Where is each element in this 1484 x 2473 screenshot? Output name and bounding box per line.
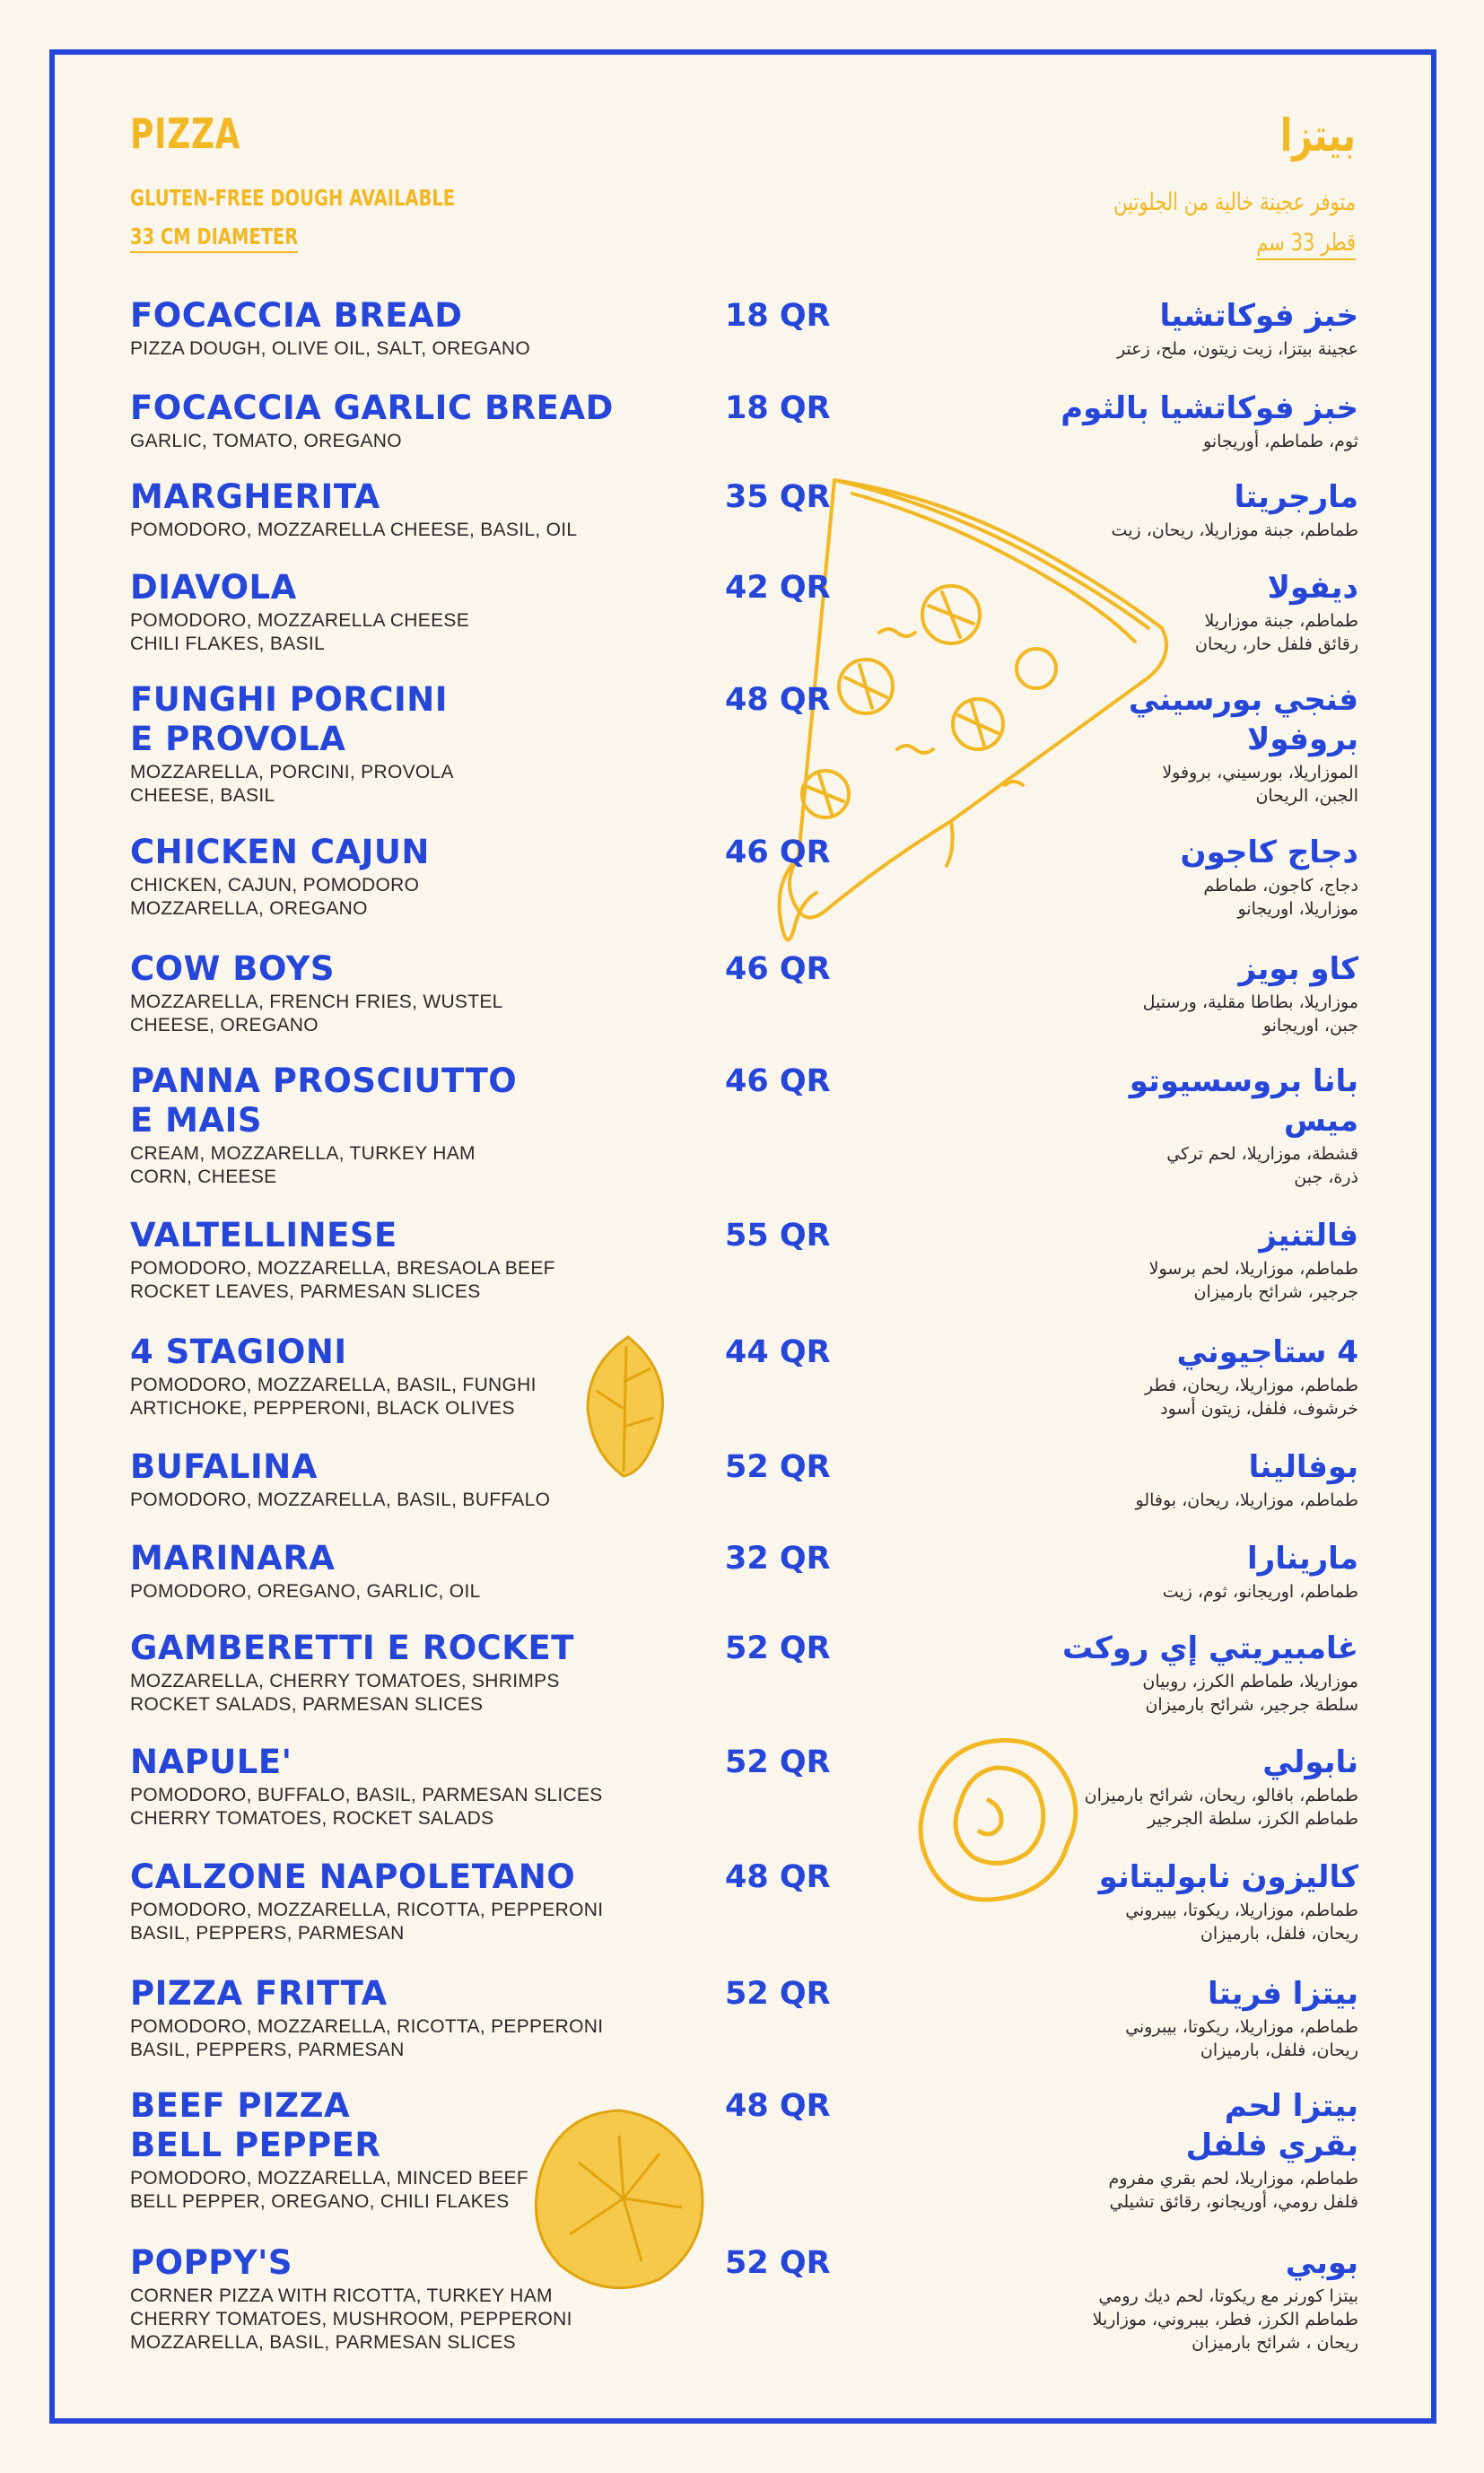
item-description-line: BELL PEPPER, OREGANO, CHILI FLAKES bbox=[130, 2191, 510, 2212]
item-name bbox=[130, 1216, 397, 1255]
item-description-ar bbox=[1125, 2015, 1358, 2062]
item-description-line: MOZZARELLA, PORCINI, PROVOLA bbox=[130, 762, 454, 782]
item-description-ar bbox=[1117, 337, 1358, 361]
item-description-line: POMODORO, MOZZARELLA, BRESAOLA BEEF bbox=[130, 1258, 555, 1279]
item-description-ar bbox=[1136, 1489, 1358, 1512]
item-description-ar-line: طماطم، موزاريلا، ريكوتا، بيبروني bbox=[1125, 2017, 1358, 2037]
item-description-ar-line: ريحان ، شرائح بارميزان bbox=[1192, 2333, 1358, 2353]
diameter-note-en: 33 CM DIAMETER bbox=[130, 223, 298, 253]
item-name bbox=[130, 1857, 575, 1897]
item-name-ar bbox=[1208, 1974, 1358, 2014]
item-name-line: FOCACCIA BREAD bbox=[130, 296, 463, 335]
item-description-ar-line: ذرة، جبن bbox=[1294, 1167, 1358, 1187]
item-description-ar bbox=[1125, 1899, 1358, 1945]
basil-leaf-illustration bbox=[574, 1328, 682, 1481]
item-name bbox=[130, 1743, 292, 1782]
item-name-line: CALZONE NAPOLETANO bbox=[130, 1857, 576, 1896]
item-description-ar bbox=[1143, 991, 1358, 1037]
item-name bbox=[130, 1974, 388, 2014]
item-description bbox=[130, 761, 454, 808]
item-price: 52 QR bbox=[725, 1744, 831, 1780]
item-description-line: CHICKEN, CAJUN, POMODORO bbox=[130, 875, 420, 896]
item-description-line: MOZZARELLA, FRENCH FRIES, WUSTEL bbox=[130, 992, 503, 1012]
item-name bbox=[130, 2243, 292, 2283]
item-description-ar bbox=[1203, 874, 1358, 921]
item-price: 35 QR bbox=[725, 479, 831, 515]
item-description bbox=[130, 874, 419, 921]
item-name bbox=[130, 1447, 318, 1487]
item-name-line: MARGHERITA bbox=[130, 477, 380, 516]
item-description-ar-line: طماطم الكرز، سلطة الجرجير bbox=[1148, 1809, 1358, 1829]
item-description-ar-line: بيتزا كورنر مع ريكوتا، لحم ديك رومي bbox=[1098, 2286, 1358, 2306]
item-name-ar bbox=[1249, 1447, 1358, 1487]
item-name-ar-line: 4 ستاجيوني bbox=[1176, 1334, 1358, 1370]
item-name-line: GAMBERETTI E ROCKET bbox=[130, 1629, 574, 1667]
item-description-ar-line: جرجير، شرائح بارميزان bbox=[1193, 1282, 1358, 1302]
item-name-ar-line: مارينارا bbox=[1246, 1541, 1358, 1577]
item-name bbox=[130, 949, 335, 989]
diameter-note-ar: قطر 33 سم bbox=[1256, 229, 1356, 260]
item-description-line: BASIL, PEPPERS, PARMESAN bbox=[130, 1923, 405, 1944]
section-title-en: PIZZA bbox=[130, 109, 241, 158]
item-description-line: CHERRY TOMATOES, ROCKET SALADS bbox=[130, 1808, 494, 1829]
item-description bbox=[130, 337, 530, 361]
item-name-ar bbox=[1160, 296, 1359, 336]
item-name bbox=[130, 680, 448, 759]
item-description-ar bbox=[1085, 1784, 1358, 1831]
gluten-free-note-ar: متوفر عجينة خالية من الجلوتين bbox=[1113, 188, 1356, 216]
item-name-ar bbox=[1061, 389, 1358, 428]
item-name-ar bbox=[1235, 477, 1358, 517]
item-price: 18 QR bbox=[725, 298, 831, 334]
item-description-ar-line: ريحان، فلفل، بارميزان bbox=[1200, 2040, 1358, 2060]
item-description-ar-line: ريحان، فلفل، بارميزان bbox=[1200, 1924, 1358, 1944]
item-name-line: CHICKEN CAJUN bbox=[130, 833, 430, 871]
item-description-line: CHERRY TOMATOES, MUSHROOM, PEPPERONI bbox=[130, 2309, 572, 2329]
item-name bbox=[130, 833, 430, 872]
item-name-line: COW BOYS bbox=[130, 949, 336, 988]
item-name-ar bbox=[1186, 2086, 1358, 2165]
item-name-ar bbox=[1099, 1857, 1358, 1897]
item-description-line: POMODORO, OREGANO, GARLIC, OIL bbox=[130, 1581, 481, 1602]
item-price: 48 QR bbox=[725, 2088, 831, 2124]
item-description-ar bbox=[1149, 1257, 1358, 1304]
section-title-ar: بيتزا bbox=[1279, 109, 1356, 162]
item-price: 48 QR bbox=[725, 682, 831, 718]
item-description-ar bbox=[1203, 430, 1358, 453]
item-name-ar-line: بيتزا لحم bbox=[1224, 2088, 1358, 2124]
item-name-line: DIAVOLA bbox=[130, 568, 297, 607]
item-description-ar-line: طماطم الكرز، فطر، بيبروني، موزاريلا bbox=[1092, 2310, 1358, 2329]
item-description-ar-line: قشطة، موزاريلا، لحم تركي bbox=[1166, 1144, 1358, 1164]
header-en bbox=[130, 109, 546, 249]
item-description-ar-line: طماطم، جبنة موزاريلا، ريحان، زيت bbox=[1111, 520, 1358, 540]
item-description-ar-line: موزاريلا، اوريجانو bbox=[1237, 899, 1358, 919]
item-description-ar bbox=[1166, 1142, 1358, 1189]
item-description-line: ROCKET SALADS, PARMESAN SLICES bbox=[130, 1694, 484, 1715]
item-description-ar-line: طماطم، جبنة موزاريلا bbox=[1204, 611, 1358, 631]
item-description-ar-line: دجاج، كاجون، طماطم bbox=[1203, 876, 1358, 896]
item-description bbox=[130, 1899, 603, 1945]
item-description-line: CHEESE, BASIL bbox=[130, 785, 275, 806]
item-name-ar-line: بروفولا bbox=[1247, 721, 1358, 757]
item-description bbox=[130, 2015, 603, 2062]
item-description-ar-line: موزاريلا، بطاطا مقلية، ورستيل bbox=[1142, 992, 1358, 1012]
item-name-ar-line: دجاج كاجون bbox=[1180, 835, 1358, 870]
item-description-ar-line: جبن، اوريجانو bbox=[1262, 1016, 1358, 1036]
item-name-line: VALTELLINESE bbox=[130, 1216, 397, 1254]
item-description-ar-line: الجبن، الريحان bbox=[1255, 786, 1358, 806]
item-description-ar bbox=[1163, 1580, 1358, 1604]
item-name-ar-line: فالتنيز bbox=[1259, 1218, 1358, 1254]
item-price: 46 QR bbox=[725, 1063, 831, 1099]
item-name-line: PIZZA FRITTA bbox=[130, 1974, 388, 2013]
item-description-line: POMODORO, MOZZARELLA, BASIL, FUNGHI bbox=[130, 1375, 537, 1395]
item-name-ar-line: ميس bbox=[1284, 1103, 1358, 1139]
item-name-ar bbox=[1177, 1333, 1358, 1372]
item-description bbox=[130, 1784, 603, 1831]
item-description-line: ROCKET LEAVES, PARMESAN SLICES bbox=[130, 1281, 481, 1302]
item-description-line: POMODORO, MOZZARELLA, BASIL, BUFFALO bbox=[130, 1490, 551, 1510]
item-price: 55 QR bbox=[725, 1218, 831, 1254]
item-description-ar-line: طماطم، موزاريلا، لحم برسولا bbox=[1148, 1259, 1358, 1279]
item-name-line: POPPY'S bbox=[130, 2243, 293, 2282]
item-description-ar bbox=[1112, 519, 1358, 542]
item-name-ar bbox=[1268, 568, 1358, 607]
item-name-line: FUNGHI PORCINI bbox=[130, 680, 448, 719]
item-name-line: BELL PEPPER bbox=[130, 2126, 381, 2164]
gluten-free-note-en: GLUTEN-FREE DOUGH AVAILABLE bbox=[130, 185, 456, 211]
item-description-ar-line: ثوم، طماطم، أوريجانو bbox=[1203, 432, 1358, 451]
item-description-line: CHILI FLAKES, BASIL bbox=[130, 634, 325, 654]
item-name-ar bbox=[1247, 1539, 1358, 1578]
item-price: 42 QR bbox=[725, 570, 831, 606]
item-name-ar-line: مارجريتا bbox=[1234, 479, 1358, 515]
item-description bbox=[130, 519, 577, 542]
item-description-ar-line: سلطة جرجير، شرائح بارميزان bbox=[1145, 1695, 1358, 1715]
item-description bbox=[130, 1142, 476, 1189]
item-name-line: BUFALINA bbox=[130, 1447, 318, 1486]
item-name bbox=[130, 1539, 335, 1578]
item-name-line: BEEF PIZZA bbox=[130, 2086, 351, 2125]
item-price: 46 QR bbox=[725, 835, 831, 870]
item-name-ar bbox=[1062, 1629, 1358, 1668]
item-name-line: FOCACCIA GARLIC BREAD bbox=[130, 389, 614, 427]
item-name-ar-line: بوفالينا bbox=[1248, 1449, 1358, 1485]
item-name bbox=[130, 477, 380, 517]
item-description-line: PIZZA DOUGH, OLIVE OIL, SALT, OREGANO bbox=[130, 338, 530, 359]
item-name-line: PANNA PROSCIUTTO bbox=[130, 1062, 518, 1100]
item-price: 52 QR bbox=[725, 1976, 831, 2012]
item-name-ar-line: غامبيريتي إي روكت bbox=[1062, 1630, 1358, 1666]
item-description-ar bbox=[1162, 761, 1358, 808]
item-name-ar-line: خبز فوكاتشيا bbox=[1159, 298, 1358, 334]
item-description-ar-line: طماطم، بافالو، ريحان، شرائح بارميزان bbox=[1084, 1786, 1358, 1805]
item-name-ar-line: بيتزا فريتا bbox=[1208, 1976, 1358, 2012]
item-name-ar-line: خبز فوكاتشيا بالثوم bbox=[1061, 390, 1358, 426]
item-price: 52 QR bbox=[725, 1449, 831, 1485]
tomato-slice-illustration bbox=[525, 2100, 713, 2297]
item-description-line: CORN, CHEESE bbox=[130, 1167, 277, 1187]
item-description-line: POMODORO, MOZZARELLA CHEESE, BASIL, OIL bbox=[130, 520, 578, 540]
item-description-ar-line: الموزاريلا، بورسيني، بروفولا bbox=[1162, 763, 1358, 782]
item-name-ar bbox=[1262, 1743, 1358, 1782]
item-description-line: POMODORO, MOZZARELLA, RICOTTA, PEPPERONI bbox=[130, 1900, 604, 1920]
item-price: 44 QR bbox=[725, 1334, 831, 1370]
item-name-ar-line: كاليزون نابوليتانو bbox=[1098, 1859, 1358, 1895]
item-name bbox=[130, 1629, 574, 1668]
item-description-ar bbox=[1109, 2167, 1359, 2214]
item-name-ar-line: ديفولا bbox=[1267, 570, 1358, 606]
item-name-ar-line: نابولي bbox=[1262, 1744, 1358, 1780]
item-description bbox=[130, 1257, 555, 1304]
item-description-ar bbox=[1195, 609, 1358, 656]
item-name bbox=[130, 1333, 347, 1372]
item-description-ar-line: خرشوف، فلفل، زيتون أسود bbox=[1160, 1399, 1358, 1419]
item-name-line: MARINARA bbox=[130, 1539, 336, 1577]
item-description-ar bbox=[1142, 1670, 1358, 1717]
item-description-line: CREAM, MOZZARELLA, TURKEY HAM bbox=[130, 1143, 476, 1164]
item-description bbox=[130, 1670, 560, 1717]
item-name-ar-line: بقري فلفل bbox=[1185, 2128, 1358, 2163]
item-price: 32 QR bbox=[725, 1541, 831, 1577]
item-name-ar-line: بوبي bbox=[1285, 2245, 1358, 2281]
item-description bbox=[130, 1580, 481, 1604]
item-description-line: MOZZARELLA, CHERRY TOMATOES, SHRIMPS bbox=[130, 1671, 560, 1691]
item-name-ar-line: بانا بروسسيوتو bbox=[1129, 1063, 1358, 1099]
header-ar bbox=[1045, 109, 1356, 257]
item-name bbox=[130, 2086, 380, 2165]
item-price: 52 QR bbox=[725, 2245, 831, 2281]
item-description-ar-line: طماطم، موزاريلا، لحم بقري مفروم bbox=[1108, 2169, 1358, 2189]
item-description bbox=[130, 1489, 550, 1512]
item-description-ar-line: عجينة بيتزا، زيت زيتون، ملح، زعتر bbox=[1117, 339, 1358, 359]
item-name-ar bbox=[1238, 949, 1358, 989]
item-description-line: POMODORO, MOZZARELLA, MINCED BEEF bbox=[130, 2168, 528, 2189]
item-name-line: NAPULE' bbox=[130, 1743, 292, 1781]
item-name-line: E MAIS bbox=[130, 1101, 263, 1140]
item-description-line: ARTICHOKE, PEPPERONI, BLACK OLIVES bbox=[130, 1398, 515, 1419]
item-description bbox=[130, 991, 503, 1037]
item-price: 18 QR bbox=[725, 390, 831, 426]
item-description-ar-line: رقائق فلفل حار، ريحان bbox=[1195, 634, 1358, 654]
item-name-ar bbox=[1130, 1062, 1358, 1140]
item-description-ar-line: طماطم، موزاريلا، ريكوتا، بيبروني bbox=[1125, 1901, 1358, 1920]
item-description-line: GARLIC, TOMATO, OREGANO bbox=[130, 431, 402, 451]
item-price: 52 QR bbox=[725, 1630, 831, 1666]
item-name bbox=[130, 296, 462, 336]
item-price: 48 QR bbox=[725, 1859, 831, 1895]
item-name-ar bbox=[1286, 2243, 1358, 2283]
item-name bbox=[130, 568, 297, 607]
item-name-ar bbox=[1181, 833, 1358, 872]
item-name-line: E PROVOLA bbox=[130, 720, 346, 758]
item-name bbox=[130, 389, 614, 428]
pepper-slice-illustration bbox=[906, 1727, 1090, 1911]
item-description-ar bbox=[1093, 2285, 1358, 2355]
item-description-line: CHEESE, OREGANO bbox=[130, 1015, 319, 1036]
item-description bbox=[130, 2167, 528, 2214]
item-name-ar-line: فنجي بورسيني bbox=[1128, 682, 1358, 718]
item-description-ar-line: طماطم، موزاريلا، ريحان، بوفالو bbox=[1135, 1490, 1358, 1510]
item-description bbox=[130, 1374, 537, 1420]
item-name bbox=[130, 1062, 517, 1140]
item-description-line: POMODORO, MOZZARELLA, RICOTTA, PEPPERONI bbox=[130, 2016, 604, 2037]
item-description-line: MOZZARELLA, BASIL, PARMESAN SLICES bbox=[130, 2332, 516, 2353]
item-description-line: CORNER PIZZA WITH RICOTTA, TURKEY HAM bbox=[130, 2285, 553, 2306]
item-description-line: MOZZARELLA, OREGANO bbox=[130, 898, 368, 919]
item-price: 46 QR bbox=[725, 951, 831, 987]
item-description-ar-line: طماطم، اوريجانو، ثوم، زيت bbox=[1162, 1582, 1358, 1602]
item-description bbox=[130, 609, 469, 656]
item-description-line: BASIL, PEPPERS, PARMESAN bbox=[130, 2040, 405, 2060]
item-description-ar-line: فلفل رومي، أوريجانو، رقائق تشيلي bbox=[1109, 2192, 1358, 2212]
item-description bbox=[130, 2285, 572, 2355]
item-description-ar bbox=[1145, 1374, 1358, 1420]
item-description bbox=[130, 430, 402, 453]
item-name-line: 4 STAGIONI bbox=[130, 1333, 347, 1371]
item-name-ar-line: كاو بويز bbox=[1238, 951, 1358, 987]
item-description-ar-line: طماطم، موزاريلا، ريحان، فطر bbox=[1144, 1376, 1358, 1395]
item-name-ar bbox=[1129, 680, 1358, 759]
item-description-line: POMODORO, MOZZARELLA CHEESE bbox=[130, 610, 469, 631]
item-description-line: POMODORO, BUFFALO, BASIL, PARMESAN SLICES bbox=[130, 1785, 603, 1805]
item-name-ar bbox=[1259, 1216, 1358, 1255]
item-description-ar-line: موزاريلا، طماطم الكرز، روبيان bbox=[1142, 1672, 1358, 1691]
